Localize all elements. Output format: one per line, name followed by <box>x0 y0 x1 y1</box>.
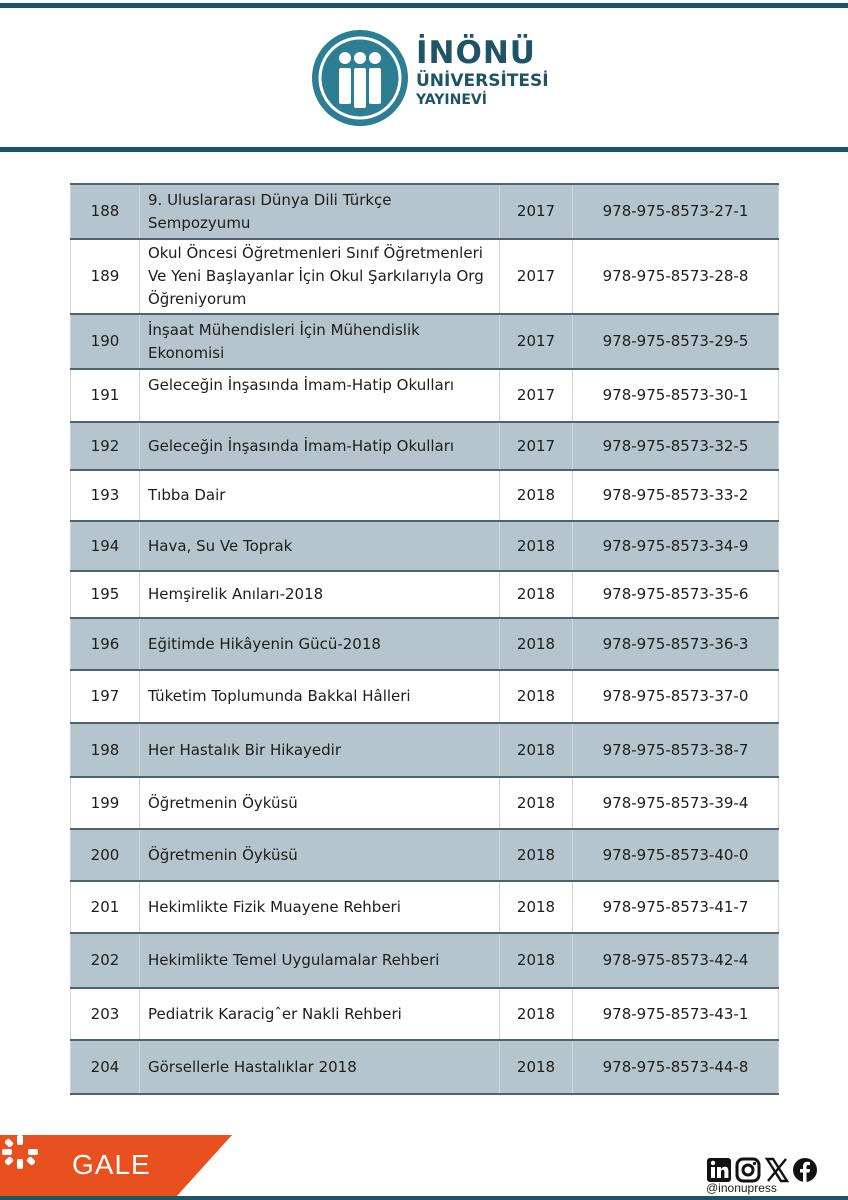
table-row <box>71 829 779 881</box>
book-title: Hekimlikte Fizik Muayene Rehberi <box>140 881 500 933</box>
top-rule <box>0 3 848 8</box>
book-title: Hava, Su Ve Toprak <box>140 521 500 571</box>
book-number: 196 <box>71 618 140 670</box>
table-row <box>71 777 779 829</box>
book-isbn: 978-975-8573-43-1 <box>573 988 779 1040</box>
publisher-name-line3: YAYINEVİ <box>416 92 487 108</box>
publisher-name-line1: İNÖNÜ <box>416 35 536 71</box>
book-title: Hemşirelik Anıları-2018 <box>140 571 500 618</box>
book-title: Görsellerle Hastalıklar 2018 <box>140 1040 500 1094</box>
table-row <box>71 988 779 1040</box>
book-number: 188 <box>71 184 140 239</box>
book-year: 2018 <box>500 881 573 933</box>
facebook-icon[interactable] <box>792 1157 818 1183</box>
logo-emblem-icon <box>312 30 408 126</box>
book-isbn: 978-975-8573-37-0 <box>573 670 779 723</box>
book-year: 2018 <box>500 933 573 988</box>
book-isbn: 978-975-8573-39-4 <box>573 777 779 829</box>
table-row <box>71 470 779 521</box>
book-list-table <box>70 183 779 1095</box>
book-year: 2018 <box>500 521 573 571</box>
table-row <box>71 422 779 470</box>
book-number: 192 <box>71 422 140 470</box>
book-isbn: 978-975-8573-35-6 <box>573 571 779 618</box>
book-number: 189 <box>71 239 140 314</box>
book-year: 2018 <box>500 1040 573 1094</box>
book-number: 197 <box>71 670 140 723</box>
book-isbn: 978-975-8573-44-8 <box>573 1040 779 1094</box>
table-row <box>71 571 779 618</box>
book-isbn: 978-975-8573-38-7 <box>573 723 779 777</box>
book-isbn: 978-975-8573-34-9 <box>573 521 779 571</box>
table-row <box>71 184 779 239</box>
book-isbn: 978-975-8573-32-5 <box>573 422 779 470</box>
book-isbn: 978-975-8573-30-1 <box>573 369 779 422</box>
linkedin-icon[interactable] <box>706 1157 732 1183</box>
book-title: Hekimlikte Temel Uygulamalar Rehberi <box>140 933 500 988</box>
book-isbn: 978-975-8573-27-1 <box>573 184 779 239</box>
table-row <box>71 670 779 723</box>
book-isbn: 978-975-8573-33-2 <box>573 470 779 521</box>
book-number: 190 <box>71 314 140 369</box>
book-title: Eğitimde Hikâyenin Gücü-2018 <box>140 618 500 670</box>
book-number: 193 <box>71 470 140 521</box>
book-year: 2018 <box>500 829 573 881</box>
book-year: 2018 <box>500 470 573 521</box>
publisher-name-line2: ÜNİVERSİTESİ <box>416 71 549 91</box>
book-title: Okul Öncesi Öğretmenleri Sınıf Öğretmenleri Ve Yeni Başlayanlar İçin Okul Şarkılarıyla Org Öğreniyorum <box>140 239 500 314</box>
gale-banner <box>0 1135 232 1197</box>
bottom-rule <box>0 1196 848 1200</box>
table-row <box>71 369 779 422</box>
book-title: Geleceğin İnşasında İmam-Hatip Okulları <box>140 369 500 422</box>
book-year: 2018 <box>500 670 573 723</box>
table-row <box>71 618 779 670</box>
book-year: 2018 <box>500 723 573 777</box>
book-title: Geleceğin İnşasında İmam-Hatip Okulları <box>140 422 500 470</box>
header-rule <box>0 147 848 152</box>
book-isbn: 978-975-8573-36-3 <box>573 618 779 670</box>
book-title: Her Hastalık Bir Hikayedir <box>140 723 500 777</box>
book-number: 203 <box>71 988 140 1040</box>
book-number: 204 <box>71 1040 140 1094</box>
table-row <box>71 881 779 933</box>
table-row <box>71 314 779 369</box>
social-handle[interactable]: @inonupress <box>706 1181 777 1195</box>
book-isbn: 978-975-8573-41-7 <box>573 881 779 933</box>
publisher-wordmark <box>416 35 549 108</box>
book-number: 202 <box>71 933 140 988</box>
table-row <box>71 239 779 314</box>
book-year: 2017 <box>500 314 573 369</box>
book-isbn: 978-975-8573-40-0 <box>573 829 779 881</box>
table-row <box>71 723 779 777</box>
book-number: 194 <box>71 521 140 571</box>
book-year: 2017 <box>500 369 573 422</box>
book-title: 9. Uluslararası Dünya Dili Türkçe Sempozyumu <box>140 184 500 239</box>
gale-logo-icon <box>0 1135 40 1169</box>
publisher-logo <box>312 30 552 130</box>
book-year: 2018 <box>500 618 573 670</box>
book-title: Pediatrik Karacigˆer Nakli Rehberi <box>140 988 500 1040</box>
book-title: Öğretmenin Öyküsü <box>140 829 500 881</box>
book-number: 191 <box>71 369 140 422</box>
social-icons <box>706 1157 818 1183</box>
gale-label: GALE <box>72 1149 151 1180</box>
book-year: 2017 <box>500 239 573 314</box>
book-isbn: 978-975-8573-28-8 <box>573 239 779 314</box>
book-number: 201 <box>71 881 140 933</box>
book-title: Tüketim Toplumunda Bakkal Hâlleri <box>140 670 500 723</box>
table-row <box>71 521 779 571</box>
book-title: İnşaat Mühendisleri İçin Mühendislik Ekonomisi <box>140 314 500 369</box>
book-year: 2018 <box>500 777 573 829</box>
book-year: 2017 <box>500 422 573 470</box>
book-year: 2017 <box>500 184 573 239</box>
instagram-icon[interactable] <box>735 1157 761 1183</box>
book-number: 198 <box>71 723 140 777</box>
book-year: 2018 <box>500 988 573 1040</box>
book-title: Tıbba Dair <box>140 470 500 521</box>
table-row <box>71 1040 779 1094</box>
table-row <box>71 933 779 988</box>
book-year: 2018 <box>500 571 573 618</box>
book-isbn: 978-975-8573-42-4 <box>573 933 779 988</box>
book-number: 195 <box>71 571 140 618</box>
book-number: 200 <box>71 829 140 881</box>
x-icon[interactable] <box>764 1157 790 1183</box>
book-number: 199 <box>71 777 140 829</box>
book-isbn: 978-975-8573-29-5 <box>573 314 779 369</box>
book-title: Öğretmenin Öyküsü <box>140 777 500 829</box>
